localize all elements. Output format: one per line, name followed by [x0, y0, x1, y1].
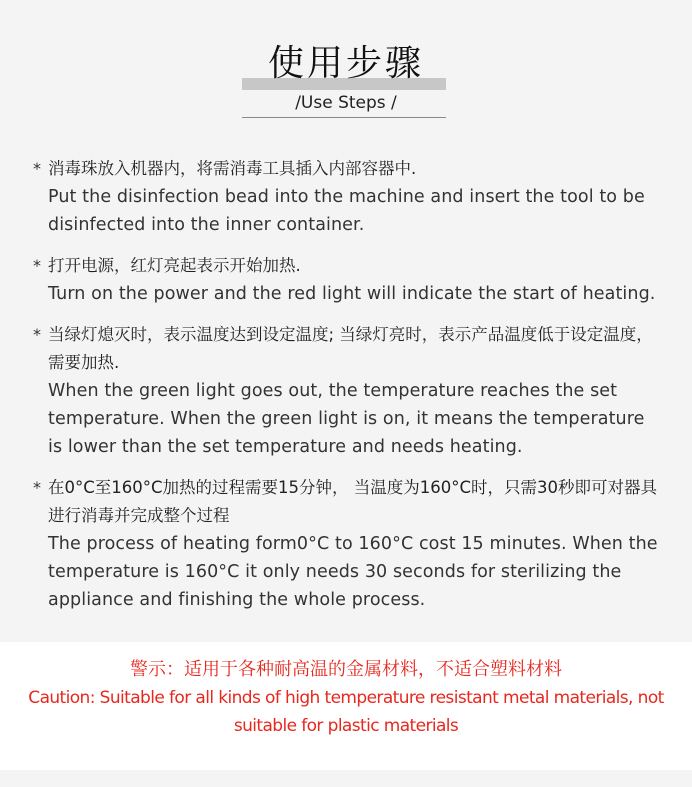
caution-text-en: Caution: Suitable for all kinds of high temperature resistant metal materials, not suitable for plastic materials — [28, 688, 664, 736]
step-text-zh: 打开电源，红灯亮起表示开始加热. — [48, 256, 301, 275]
step-text-en: Turn on the power and the red light will indicate the start of heating. — [48, 284, 656, 304]
caution-text-zh: 警示：适用于各种耐高温的金属材料，不适合塑料材料 — [130, 659, 562, 680]
caution-panel — [0, 642, 692, 770]
step-text-en: When the green light goes out, the temperature reaches the set temperature. When the green light is on, it means the temperature is lower than the set temperature and needs heating. — [48, 381, 645, 457]
title-underline — [242, 117, 446, 118]
step-item-1 — [33, 155, 663, 239]
steps-list — [33, 155, 663, 627]
step-text-en: Put the disinfection bead into the machine and insert the tool to be disinfected into the inner container. — [48, 187, 645, 235]
step-item-2 — [33, 252, 663, 308]
bullet-star: * — [33, 256, 41, 275]
step-text-en: The process of heating form0°C to 160°C cost 15 minutes. When the temperature is 160°C it only needs 30 seconds for sterilizing the appliance and finishing the whole process. — [48, 534, 658, 610]
step-item-3 — [33, 321, 663, 461]
bullet-star: * — [33, 478, 41, 497]
page-subtitle: /Use Steps / — [295, 93, 397, 113]
step-text-zh: 在0°C至160°C加热的过程需要15分钟， 当温度为160°C时，只需30秒即可对器具进行消毒并完成整个过程 — [48, 478, 658, 525]
page-title: 使用步骤 — [267, 43, 424, 84]
step-item-4 — [33, 474, 663, 614]
step-text-zh: 消毒珠放入机器内，将需消毒工具插入内部容器中. — [48, 159, 417, 178]
step-text-zh: 当绿灯熄灭时，表示温度达到设定温度; 当绿灯亮时，表示产品温度低于设定温度，需要加热. — [48, 325, 653, 372]
section-header — [0, 0, 692, 130]
bullet-star: * — [33, 159, 41, 178]
bullet-star: * — [33, 325, 41, 344]
